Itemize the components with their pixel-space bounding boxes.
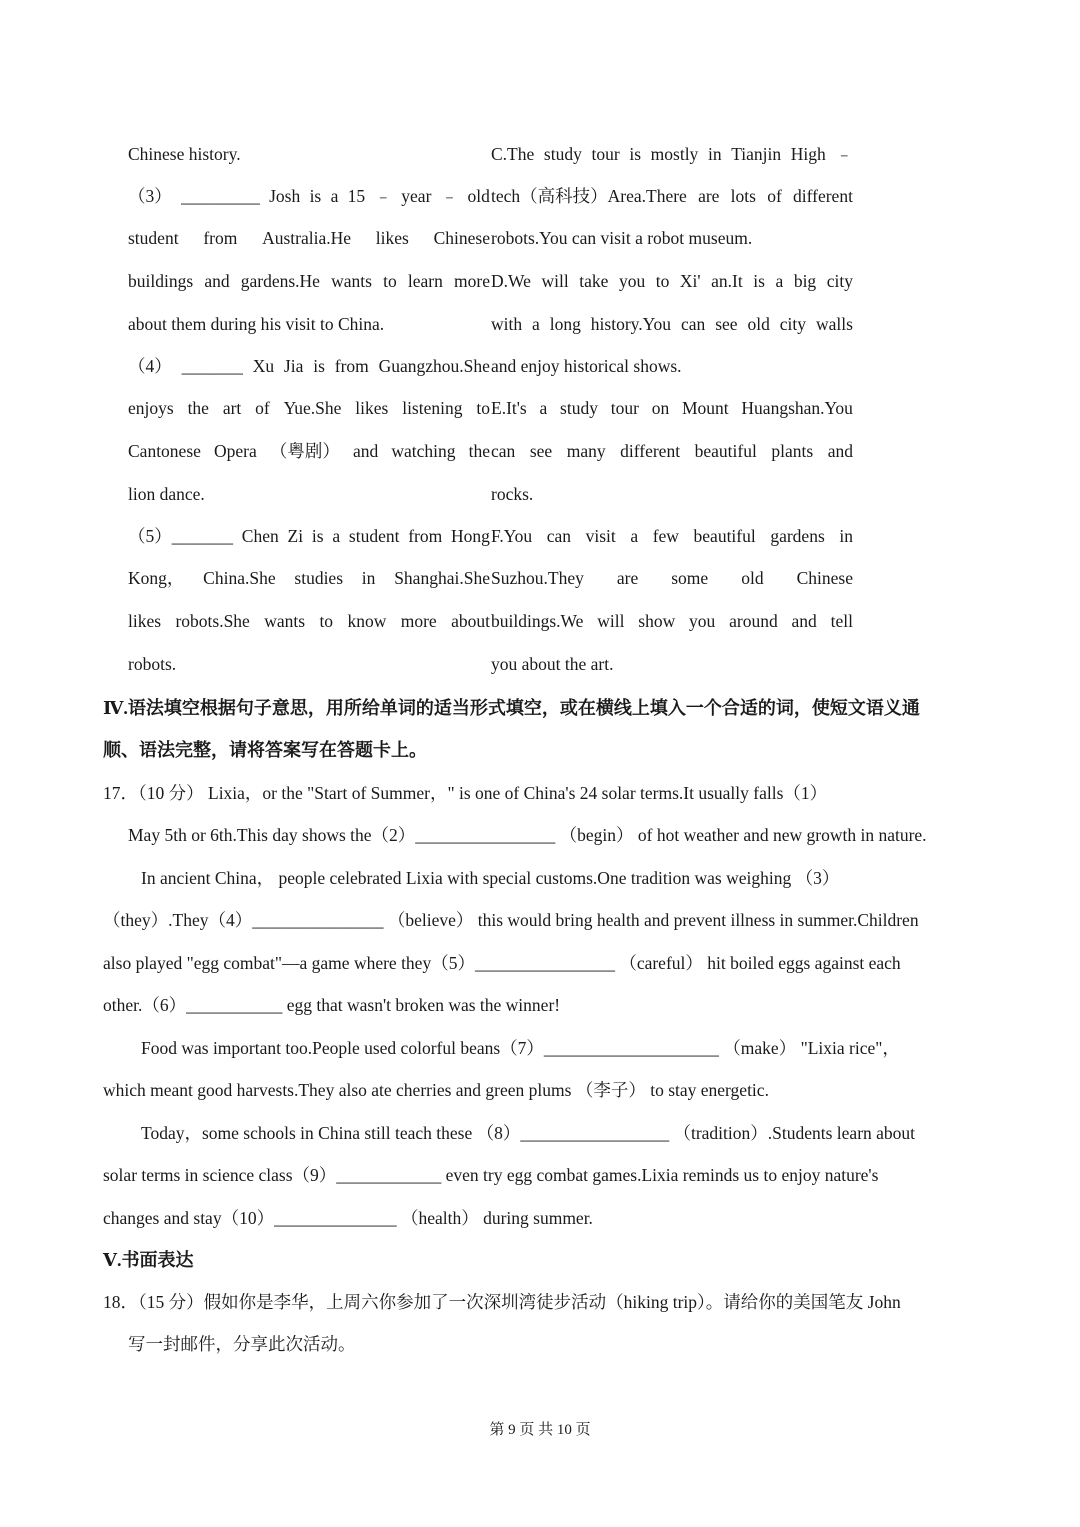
q18-line: 写一封邮件，分享此次活动。 <box>128 1334 356 1354</box>
left-line: lion dance. <box>128 484 205 504</box>
q17-line: May 5th or 6th.This day shows the（2）________________ （begin） of hot weather and new growth in nature. <box>128 825 927 845</box>
right-line: buildings.We will show you around and tell <box>491 611 853 631</box>
right-line: E.It's a study tour on Mount Huangshan.You <box>491 398 853 418</box>
right-line: D.We will take you to Xi' an.It is a big city <box>491 271 853 291</box>
right-line: C.The study tour is mostly in Tianjin High ﹣ <box>491 144 853 164</box>
right-line: robots.You can visit a robot museum. <box>491 228 753 248</box>
left-line: （5）_______ Chen Zi is a student from Hong <box>128 526 490 546</box>
right-line: F.You can visit a few beautiful gardens in <box>491 526 853 546</box>
right-line: you about the art. <box>491 654 614 674</box>
right-line: tech（高科技）Area.There are lots of different <box>491 186 853 206</box>
left-line: Cantonese Opera （粤剧） and watching the <box>128 441 490 461</box>
right-line: can see many different beautiful plants and <box>491 441 853 461</box>
q17-line: solar terms in science class（9）____________ even try egg combat games.Lixia reminds us to enjoy nature's <box>103 1165 879 1185</box>
q17-line: changes and stay（10）______________ （health） during summer. <box>103 1208 593 1228</box>
q17-line: which meant good harvests.They also ate cherries and green plums （李子） to stay energetic. <box>103 1080 769 1100</box>
q17-line: In ancient China， people celebrated Lixia with special customs.One tradition was weighing （3） <box>141 868 840 888</box>
left-line: student from Australia.He likes Chinese <box>128 228 490 248</box>
right-line: with a long history.You can see old city walls <box>491 314 853 334</box>
q17-line: 17．（10 分） Lixia，or the "Start of Summer，" is one of China's 24 solar terms.It usually falls（1） <box>103 783 828 803</box>
left-line: （4） _______ Xu Jia is from Guangzhou.She <box>128 356 490 376</box>
q17-line: other.（6）___________ egg that wasn't broken was the winner! <box>103 995 561 1015</box>
q17-line: also played "egg combat"—a game where they（5）________________ （careful） hit boiled eggs against each <box>103 953 901 973</box>
q17-line: Food was important too.People used colorful beans（7）____________________ （make） "Lixia rice"， <box>141 1038 900 1058</box>
page-number: 第 9 页 共 10 页 <box>489 1422 591 1438</box>
left-line: Kong， China.She studies in Shanghai.She <box>128 568 490 588</box>
right-line: Suzhou.They are some old Chinese <box>491 568 853 588</box>
left-line: buildings and gardens.He wants to learn more <box>128 271 490 291</box>
section-5-heading: Ⅴ.书面表达 <box>103 1250 194 1270</box>
right-line: rocks. <box>491 484 534 504</box>
left-line: （3） _________ Josh is a 15 ﹣ year ﹣ old <box>128 186 490 206</box>
left-line: Chinese history. <box>128 144 241 164</box>
left-line: likes robots.She wants to know more about <box>128 611 490 631</box>
section-4-heading-line1: Ⅳ.语法填空根据句子意思，用所给单词的适当形式填空，或在横线上填入一个合适的词，使短文语义通 <box>103 698 920 718</box>
q17-line: （they）.They（4）_______________ （believe） this would bring health and prevent illness in summer.Children <box>103 910 919 930</box>
q18-line: 18．（15 分）假如你是李华，上周六你参加了一次深圳湾徒步活动（hiking trip）。请给你的美国笔友 John <box>103 1292 901 1312</box>
left-line: robots. <box>128 654 177 674</box>
section-4-heading-line2: 顺、语法完整，请将答案写在答题卡上。 <box>103 740 427 760</box>
left-line: enjoys the art of Yue.She likes listening to <box>128 398 490 418</box>
right-line: and enjoy historical shows. <box>491 356 682 376</box>
left-line: about them during his visit to China. <box>128 314 385 334</box>
q17-line: Today，some schools in China still teach these （8）_________________ （tradition）.Students learn about <box>141 1123 916 1143</box>
